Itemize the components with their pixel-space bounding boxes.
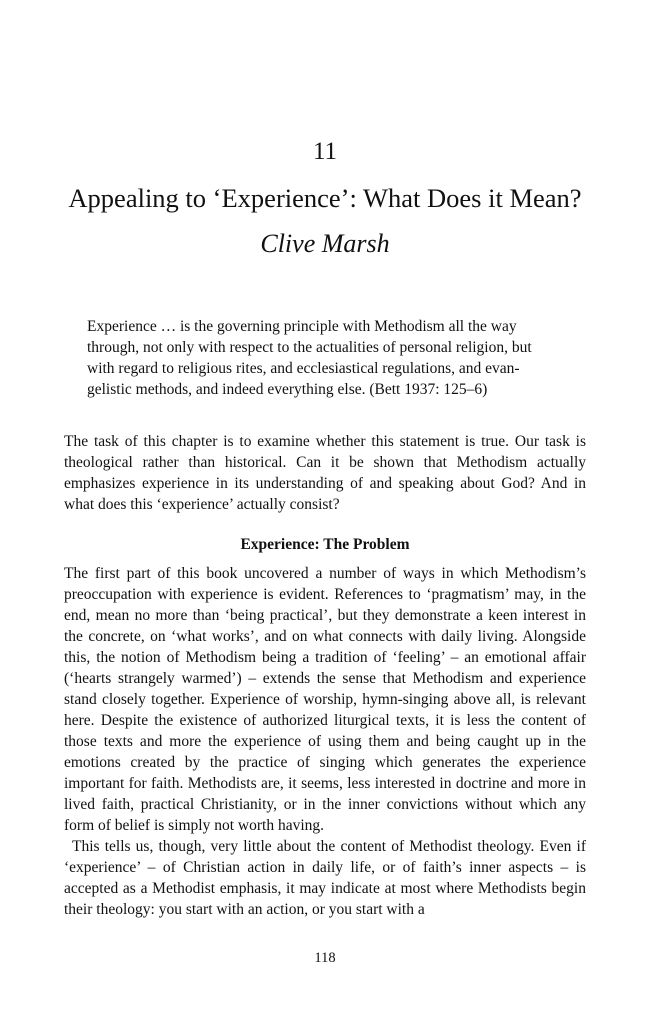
- chapter-title: Appealing to ‘Experience’: What Does it Mean?: [68, 183, 582, 213]
- epigraph-line: gelistic methods, and indeed everything else. (Bett 1937: 125–6): [87, 381, 488, 398]
- epigraph-quote: [87, 316, 587, 400]
- epigraph-line: with regard to religious rites, and ecclesiastical regulations, and evan-: [87, 360, 520, 377]
- body-paragraph: The first part of this book uncovered a number of ways in which Methodism’s preoccupation with experience is evident. References to ‘pragmatism’ may, in the end, mean no more than ‘being practical’, but they demonstrate a keen interest in the concrete, on ‘what works’, and on what connects with daily living. Alongside this, the notion of Methodism being a tradition of ‘feeling’ – an emotional affair (‘hearts strangely warmed’) – extends the sense that Methodism and experience stand closely together. Experience of worship, hymn-singing above all, is relevant here. Despite the existence of authorized liturgical texts, it is less the content of those texts and more the experience of using them and being caught up in the emotions created by the practice of singing which generates the experience important for faith. Methodists are, it seems, less interested in doctrine and more in lived faith, practical Christianity, or in the inner convictions without which any form of belief is simply not worth having.: [64, 565, 586, 834]
- intro-paragraph: The task of this chapter is to examine whether this statement is true. Our task is theological rather than historical. Can it be shown that Methodism actually emphasizes experience in its understanding of and speaking about God? And in what does this ‘experience’ actually consist?: [64, 433, 586, 513]
- chapter-author: Clive Marsh: [260, 229, 390, 258]
- section-body: [64, 563, 586, 920]
- page-number: 118: [314, 950, 336, 966]
- epigraph-line: Experience … is the governing principle with Methodism all the way: [87, 318, 517, 335]
- epigraph-line: through, not only with respect to the actualities of personal religion, but: [87, 339, 532, 356]
- body-paragraph: This tells us, though, very little about the content of Methodist theology. Even if ‘experience’ – of Christian action in daily life, or of faith’s inner aspects – is accepted as a Methodist emphasis, it may indicate at most where Methodists begin their theology: you start with an action, or you start with a: [64, 838, 586, 918]
- section-heading: Experience: The Problem: [240, 536, 410, 553]
- intro-paragraph-block: [64, 431, 586, 515]
- chapter-number: 11: [312, 138, 338, 165]
